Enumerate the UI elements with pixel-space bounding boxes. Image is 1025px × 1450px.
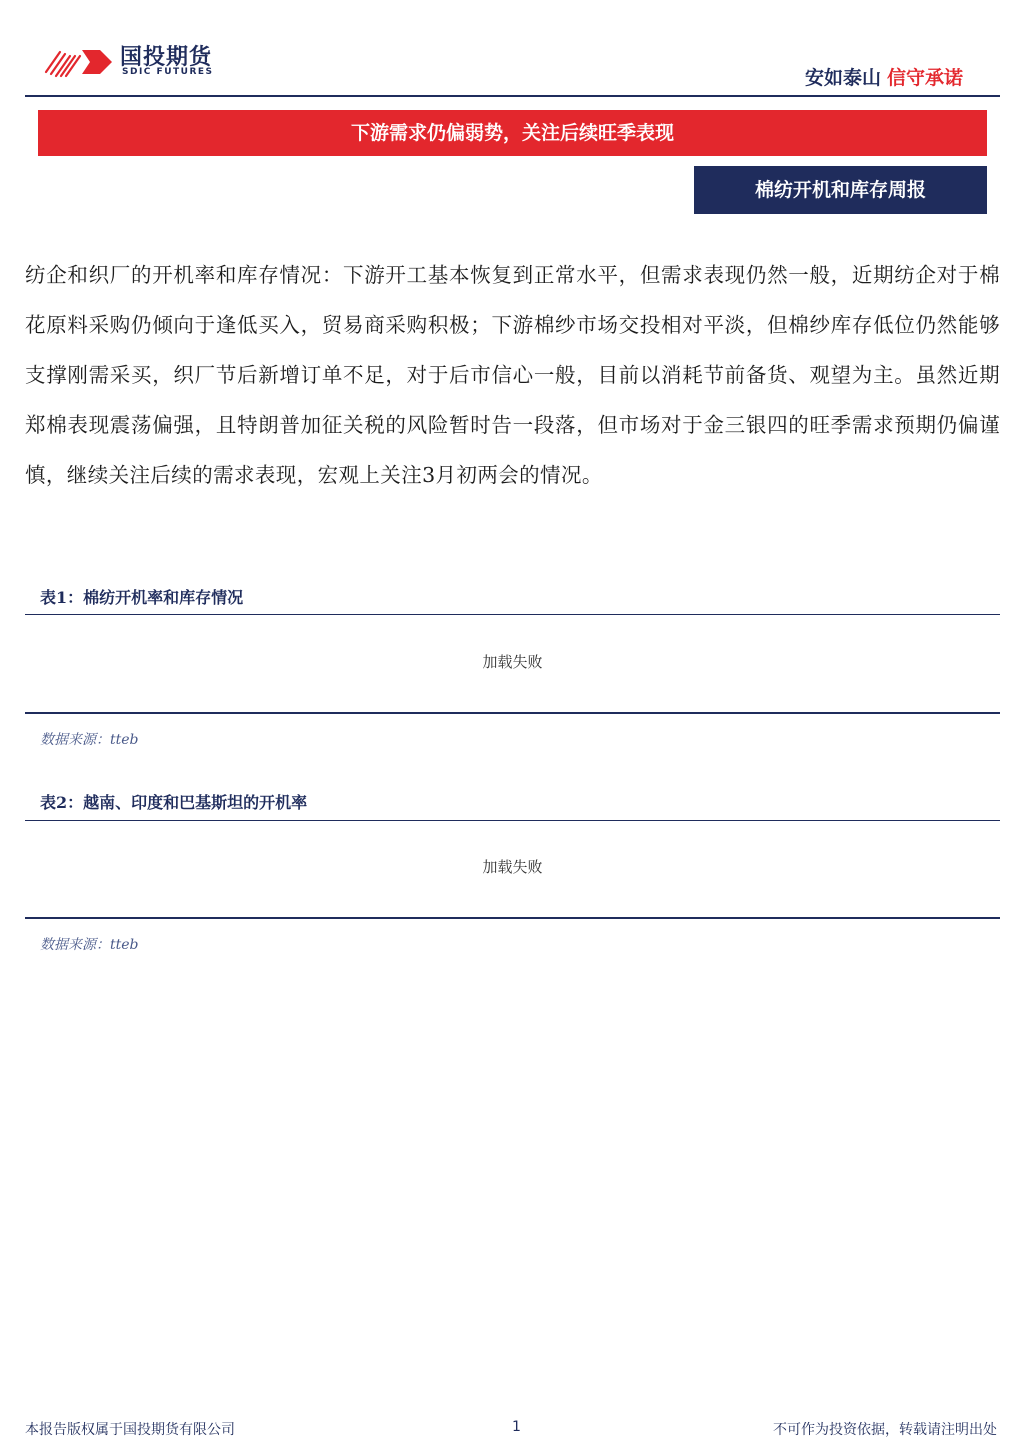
footer-page-number: 1	[512, 1419, 521, 1435]
table-1-title: 表1：棉纺开机率和库存情况	[40, 588, 244, 607]
slogan-part-1: 安如泰山	[804, 67, 881, 89]
header-divider	[25, 95, 1000, 97]
table-1-load-status: 加载失败	[482, 653, 543, 671]
slogan-part-2: 信守承诺	[886, 67, 963, 89]
logo-chinese-name: 国投期货	[120, 45, 213, 70]
table-1-source: 数据来源：tteb	[40, 732, 139, 748]
table-2-bottom-rule	[25, 917, 1000, 919]
headline-banner: 下游需求仍偏弱势，关注后续旺季表现	[38, 110, 987, 156]
table-2-top-rule	[25, 820, 1000, 821]
table-2-title: 表2：越南、印度和巴基斯坦的开机率	[40, 793, 308, 812]
logo-mark-icon	[42, 42, 114, 78]
table-2-load-status: 加载失败	[482, 858, 543, 876]
company-logo	[42, 42, 242, 80]
table-1-top-rule	[25, 614, 1000, 615]
slogan	[805, 63, 963, 90]
footer-disclaimer: 不可作为投资依据，转载请注明出处	[773, 1422, 997, 1438]
body-paragraph: 纺企和织厂的开机率和库存情况：下游开工基本恢复到正常水平，但需求表现仍然一般，近期纺企对于棉花原料采购仍倾向于逢低买入，贸易商采购积极；下游棉纱市场交投相对平淡，但棉纱库存低位仍然能够支撑刚需采买，织厂节后新增订单不足，对于后市信心一般，目前以消耗节前备货、观望为主。虽然近期郑棉表现震荡偏强，且特朗普加征关税的风险暂时告一段落，但市场对于金三银四的旺季需求预期仍偏谨慎，继续关注后续的需求表现，宏观上关注3月初两会的情况。	[25, 263, 1000, 487]
footer-copyright: 本报告版权属于国投期货有限公司	[25, 1422, 235, 1438]
report-type-banner: 棉纺开机和库存周报	[694, 166, 987, 214]
table-2-source: 数据来源：tteb	[40, 937, 139, 953]
logo-english-name: SDIC FUTURES	[122, 67, 214, 77]
table-1-bottom-rule	[25, 712, 1000, 714]
